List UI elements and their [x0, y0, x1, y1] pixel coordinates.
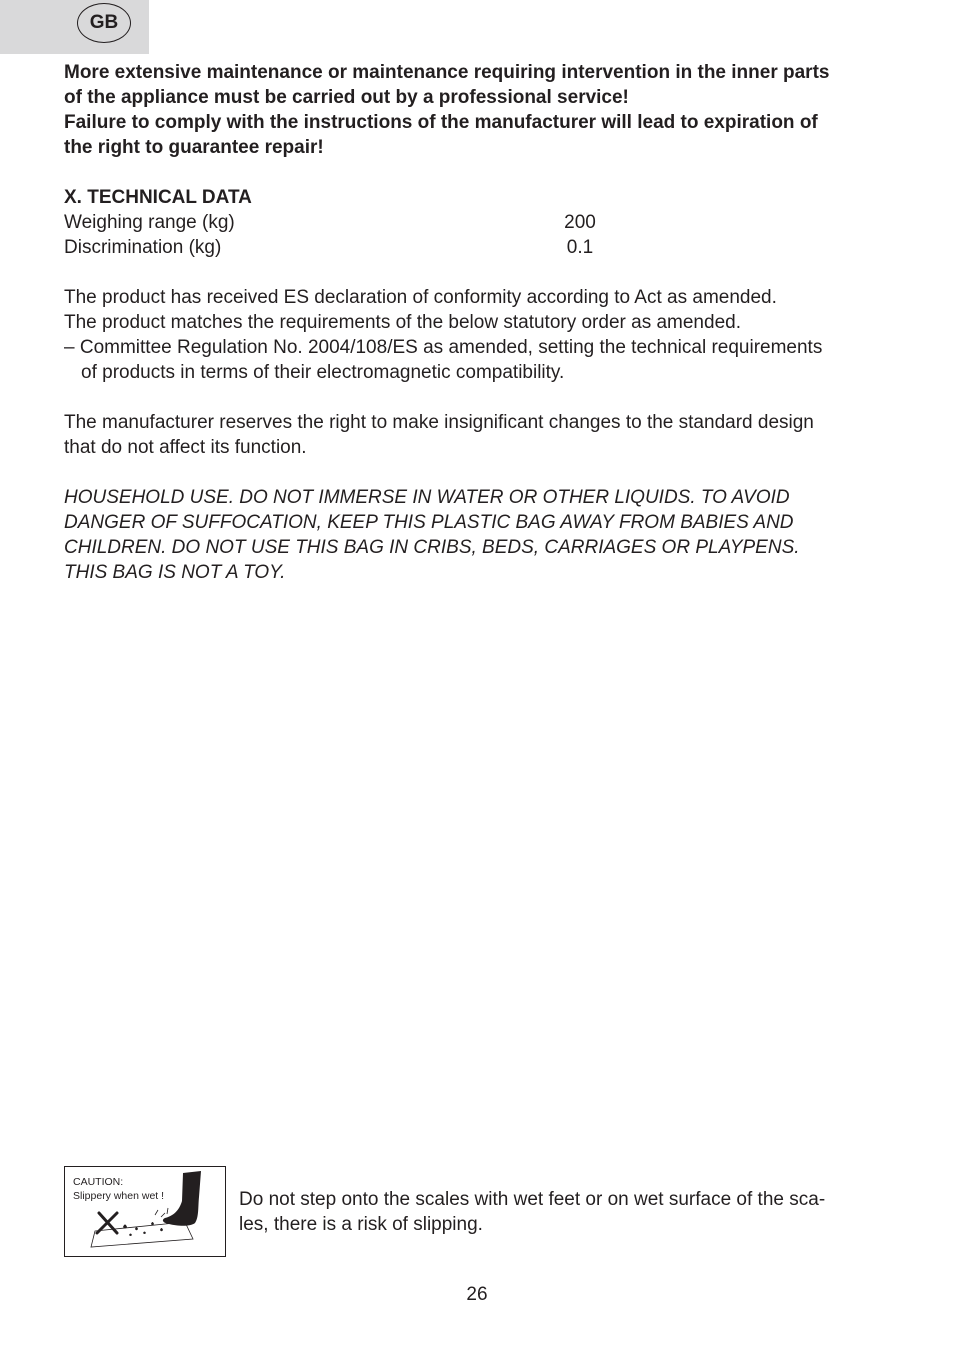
- tech-label: Discrimination (kg): [64, 237, 222, 258]
- warning-line: CHILDREN. DO NOT USE THIS BAG IN CRIBS, BEDS, CARRIAGES OR PLAYPENS.: [64, 537, 800, 558]
- manufacturer-note-line: that do not affect its function.: [64, 437, 307, 458]
- maintenance-line: Failure to comply with the instructions of the manufacturer will lead to expiration of: [64, 112, 818, 133]
- conformity-line: The product has received ES declaration of conformity according to Act as amended.: [64, 287, 777, 308]
- technical-data-heading: X. TECHNICAL DATA: [64, 187, 252, 208]
- language-tab: [0, 0, 149, 54]
- tech-value: 0.1: [566, 237, 594, 258]
- spacer: [64, 260, 894, 285]
- page-content: [64, 60, 894, 585]
- maintenance-line: of the appliance must be carried out by a professional service!: [64, 87, 629, 108]
- tech-row-weighing-range: [64, 210, 894, 235]
- maintenance-line: More extensive maintenance or maintenance requiring intervention in the inner parts: [64, 62, 830, 83]
- spacer: [64, 160, 894, 185]
- caution-pictogram: [64, 1166, 226, 1257]
- manufacturer-note-line: The manufacturer reserves the right to make insignificant changes to the standard design: [64, 412, 814, 433]
- warning-line: DANGER OF SUFFOCATION, KEEP THIS PLASTIC BAG AWAY FROM BABIES AND: [64, 512, 794, 533]
- spacer: [64, 460, 894, 485]
- conformity-line: The product matches the requirements of the below statutory order as amended.: [64, 312, 741, 333]
- conformity-line: of products in terms of their electromagnetic compatibility.: [81, 362, 565, 383]
- caution-text-line: les, there is a risk of slipping.: [239, 1214, 483, 1235]
- caution-text-line: Do not step onto the scales with wet feet or on wet surface of the sca-: [239, 1189, 826, 1210]
- language-badge: GB: [77, 3, 131, 43]
- tech-value: 200: [564, 212, 596, 233]
- page-number: 26: [466, 1284, 488, 1305]
- tech-label: Weighing range (kg): [64, 212, 235, 233]
- warning-line: THIS BAG IS NOT A TOY.: [64, 562, 286, 583]
- caution-subtitle: Slippery when wet !: [73, 1190, 165, 1202]
- conformity-line: – Committee Regulation No. 2004/108/ES as amended, setting the technical requirements: [64, 337, 823, 358]
- tech-row-discrimination: [64, 235, 894, 260]
- maintenance-line: the right to guarantee repair!: [64, 137, 324, 158]
- caution-description: [239, 1187, 879, 1237]
- caution-title: CAUTION:: [73, 1176, 124, 1188]
- warning-line: HOUSEHOLD USE. DO NOT IMMERSE IN WATER OR OTHER LIQUIDS. TO AVOID: [64, 487, 790, 508]
- spacer: [64, 385, 894, 410]
